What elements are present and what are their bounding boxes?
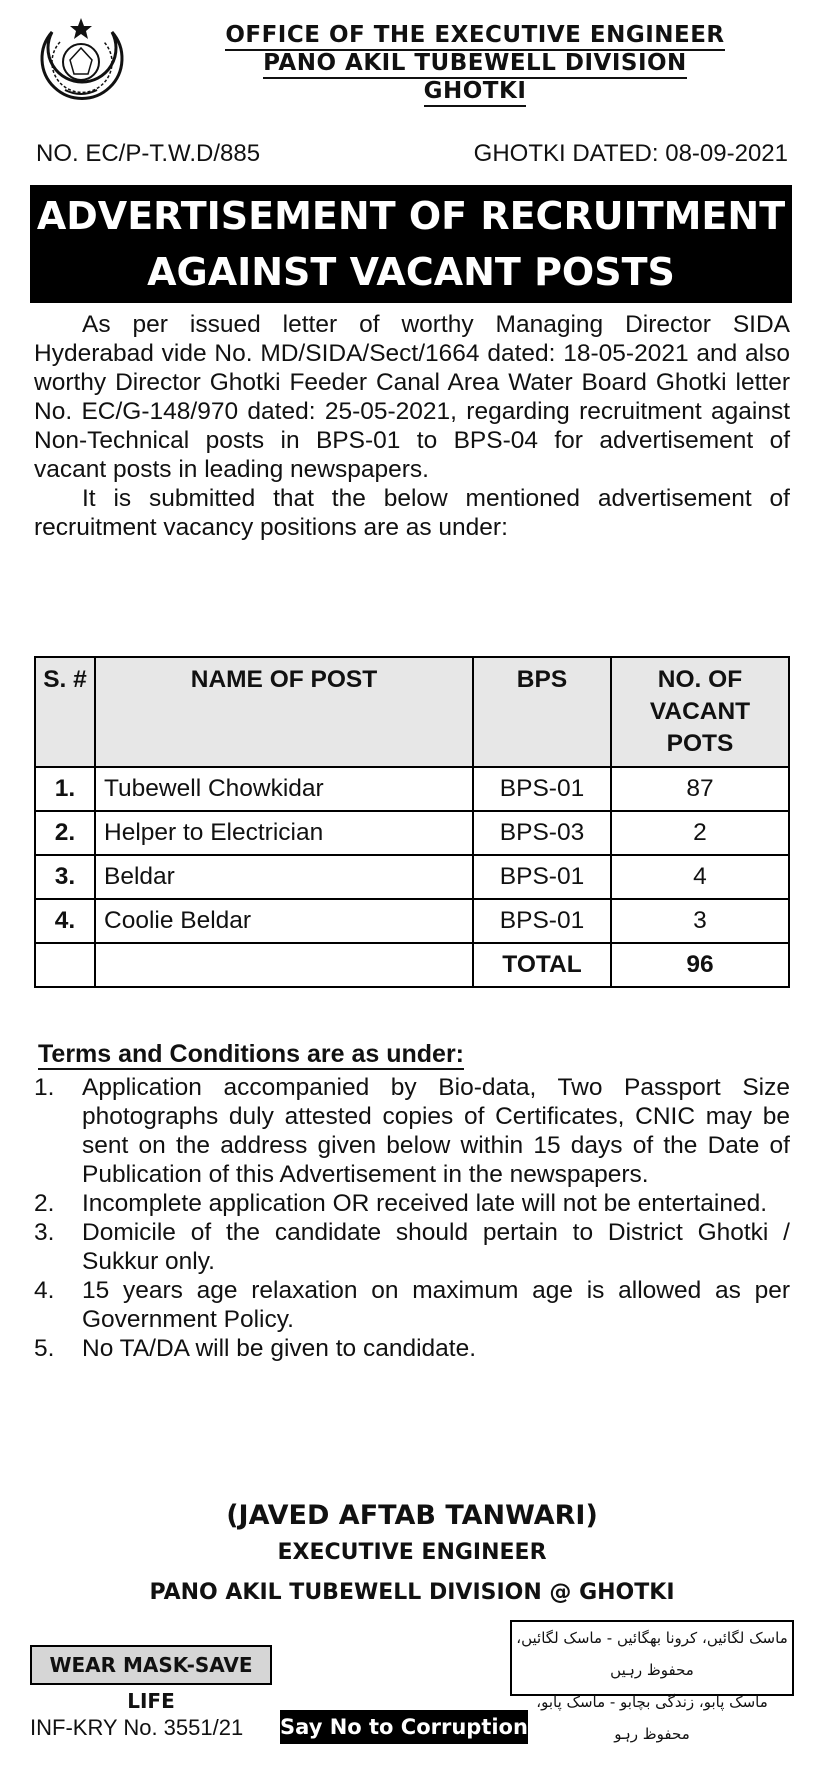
advertisement-banner (30, 185, 792, 303)
header-bps: BPS (473, 657, 611, 767)
table-row (35, 855, 789, 899)
term-text: 15 years age relaxation on maximum age is allowed as per Government Policy. (82, 1277, 790, 1333)
term-text: Application accompanied by Bio-data, Two Passport Size photographs duly attested copies of Certificates, CNIC may be sent on the address given below within 15 days of the Date of Publication of this Advertisement in the newspapers. (82, 1074, 790, 1188)
term-item (34, 1189, 790, 1218)
reference-number: NO. EC/P-T.W.D/885 (36, 140, 261, 167)
row-bps: BPS-01 (473, 767, 611, 811)
urdu-slogan-box (510, 1620, 794, 1743)
term-number: 1. (34, 1074, 55, 1101)
row-sn: 3. (35, 855, 95, 899)
row-bps: BPS-01 (473, 899, 611, 943)
term-number: 4. (34, 1277, 55, 1304)
term-item (34, 1276, 790, 1334)
total-value: 96 (611, 943, 789, 987)
signatory-title: EXECUTIVE ENGINEER (277, 1540, 547, 1565)
term-text: No TA/DA will be given to candidate. (82, 1335, 477, 1362)
row-bps: BPS-03 (473, 811, 611, 855)
row-sn: 1. (35, 767, 95, 811)
vacancy-table (34, 656, 790, 988)
office-title-line2: PANO AKIL TUBEWELL DIVISION (150, 50, 800, 76)
banner-line1: ADVERTISEMENT OF RECRUITMENT (36, 194, 786, 238)
row-vacant-count: 87 (611, 767, 789, 811)
row-post-name: Tubewell Chowkidar (95, 767, 473, 811)
anti-corruption-badge: Say No to Corruption (280, 1710, 528, 1744)
table-row (35, 811, 789, 855)
total-empty-cell (95, 943, 473, 987)
terms-heading: Terms and Conditions are as under: (38, 1040, 465, 1068)
term-number: 3. (34, 1219, 55, 1246)
table-row (35, 899, 789, 943)
row-post-name: Beldar (95, 855, 473, 899)
term-item (34, 1218, 790, 1276)
office-title-line3: GHOTKI (150, 78, 800, 104)
urdu-slogan-line1: ماسک لگائیں، کرونا بھگائیں - ماسک لگائیں، محفوظ رہیں (516, 1629, 788, 1679)
total-empty-cell (35, 943, 95, 987)
row-sn: 2. (35, 811, 95, 855)
mask-slogan-box: WEAR MASK-SAVE LIFE (30, 1645, 272, 1685)
intro-section (34, 310, 790, 542)
signatory-name: (JAVED AFTAB TANWARI) (226, 1500, 598, 1531)
term-number: 5. (34, 1335, 55, 1362)
urdu-slogan-line2: ماسک پابو، زندگی بچابو - ماسک پابو، محفوظ رہو (536, 1693, 768, 1743)
header-vacant: NO. OF VACANT POTS (611, 657, 789, 767)
header-sn: S. # (35, 657, 95, 767)
term-item (34, 1073, 790, 1189)
reference-line (36, 140, 788, 168)
intro-paragraph-2: It is submitted that the below mentioned advertisement of recruitment vacancy positions are as under: (34, 485, 790, 541)
row-vacant-count: 3 (611, 899, 789, 943)
term-text: Incomplete application OR received late will not be entertained. (82, 1190, 768, 1217)
intro-paragraph-1: As per issued letter of worthy Managing Director SIDA Hyderabad vide No. MD/SIDA/Sect/1664 dated: 18-05-2021 and also worthy Director Ghotki Feeder Canal Area Water Board Ghotki letter No. EC/G-148/970 dated: 25-05-2021, regarding recruitment against Non-Technical posts in BPS-01 to BPS-04 for advertisement of vacant posts in leading newspapers. (34, 311, 790, 483)
term-item (34, 1334, 790, 1363)
row-post-name: Helper to Electrician (95, 811, 473, 855)
terms-list (34, 1073, 790, 1363)
inf-number: INF-KRY No. 3551/21 (30, 1715, 244, 1740)
government-seal-logo (30, 12, 132, 114)
row-sn: 4. (35, 899, 95, 943)
dated: GHOTKI DATED: 08-09-2021 (473, 140, 788, 167)
term-number: 2. (34, 1190, 55, 1217)
table-header-row (35, 657, 789, 767)
row-vacant-count: 4 (611, 855, 789, 899)
total-label: TOTAL (473, 943, 611, 987)
table-total-row (35, 943, 789, 987)
banner-line2: AGAINST VACANT POSTS (147, 250, 675, 294)
row-vacant-count: 2 (611, 811, 789, 855)
table-row (35, 767, 789, 811)
header-name: NAME OF POST (95, 657, 473, 767)
office-title-line1: OFFICE OF THE EXECUTIVE ENGINEER (150, 22, 800, 48)
signatory-office: PANO AKIL TUBEWELL DIVISION @ GHOTKI (149, 1580, 675, 1605)
row-post-name: Coolie Beldar (95, 899, 473, 943)
term-text: Domicile of the candidate should pertain to District Ghotki / Sukkur only. (82, 1219, 790, 1275)
row-bps: BPS-01 (473, 855, 611, 899)
